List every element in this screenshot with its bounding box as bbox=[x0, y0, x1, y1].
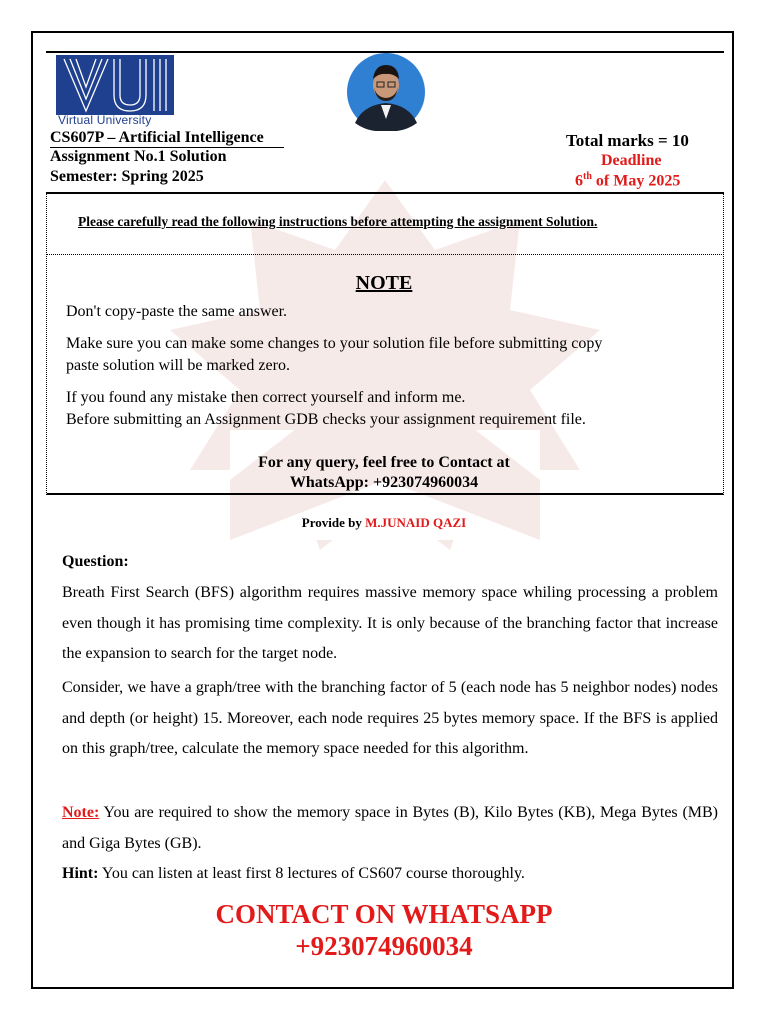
question-paragraph-2: Consider, we have a graph/tree with the branching factor of 5 (each node has 5 neighbor nodes) nodes and depth (or height) 15. Moreover, each node requires 25 bytes memory space. If the BFS is applied on this graph/tree, calculate the memory space needed for this algorithm. bbox=[62, 679, 718, 757]
note-line-3: If you found any mistake then correct yourself and inform me. bbox=[66, 389, 466, 406]
deadline-date bbox=[575, 171, 680, 190]
hint-text: You can listen at least first 8 lectures of CS607 course thoroughly. bbox=[98, 865, 525, 882]
deadline-day: 6 bbox=[575, 172, 583, 190]
provided-label: Provide by bbox=[301, 515, 366, 530]
hint-label: Hint: bbox=[62, 865, 99, 882]
note-line-1: Don't copy-paste the same answer. bbox=[66, 303, 288, 320]
deadline-suffix: th bbox=[583, 171, 592, 182]
note-line-2b: paste solution will be marked zero. bbox=[66, 357, 290, 374]
semester-label: Semester: Spring 2025 bbox=[50, 168, 204, 185]
note-label: Note: bbox=[62, 804, 100, 821]
author-photo bbox=[343, 53, 429, 131]
whatsapp-number: +923074960034 bbox=[295, 931, 473, 961]
provided-by bbox=[0, 515, 768, 531]
question-hint bbox=[62, 859, 718, 890]
note-line-4: Before submitting an Assignment GDB checks your assignment requirement file. bbox=[66, 411, 586, 428]
contact-line-2: WhatsApp: +923074960034 bbox=[289, 474, 479, 491]
contact-line-1: For any query, feel free to Contact at bbox=[258, 454, 510, 471]
note-heading: NOTE bbox=[355, 272, 413, 294]
logo-caption: Virtual University bbox=[58, 113, 152, 127]
deadline-label: Deadline bbox=[601, 152, 662, 169]
total-marks: Total marks = 10 bbox=[566, 131, 689, 150]
note-line-2a: Make sure you can make some changes to your solution file before submitting copy bbox=[66, 335, 603, 352]
assignment-title: Assignment No.1 Solution bbox=[50, 148, 227, 165]
question-note bbox=[62, 798, 718, 859]
deadline-month-year: of May 2025 bbox=[591, 172, 681, 190]
course-title: CS607P – Artificial Intelligence bbox=[50, 128, 284, 148]
question-paragraph-1: Breath First Search (BFS) algorithm requires massive memory space whiling processing a problem even though it has promising time complexity. It is only because of the branching factor that increase the expansion to search for the target node. bbox=[62, 584, 718, 662]
note-text: You are required to show the memory space in Bytes (B), Kilo Bytes (KB), Mega Bytes (MB) and Giga Bytes (GB). bbox=[62, 804, 718, 852]
whatsapp-contact-heading: CONTACT ON WHATSAPP bbox=[215, 899, 553, 929]
provider-name: M.JUNAID QAZI bbox=[365, 515, 467, 530]
question-heading: Question: bbox=[62, 553, 129, 570]
instructions-text: Please carefully read the following instructions before attempting the assignment Solution. bbox=[78, 214, 598, 229]
